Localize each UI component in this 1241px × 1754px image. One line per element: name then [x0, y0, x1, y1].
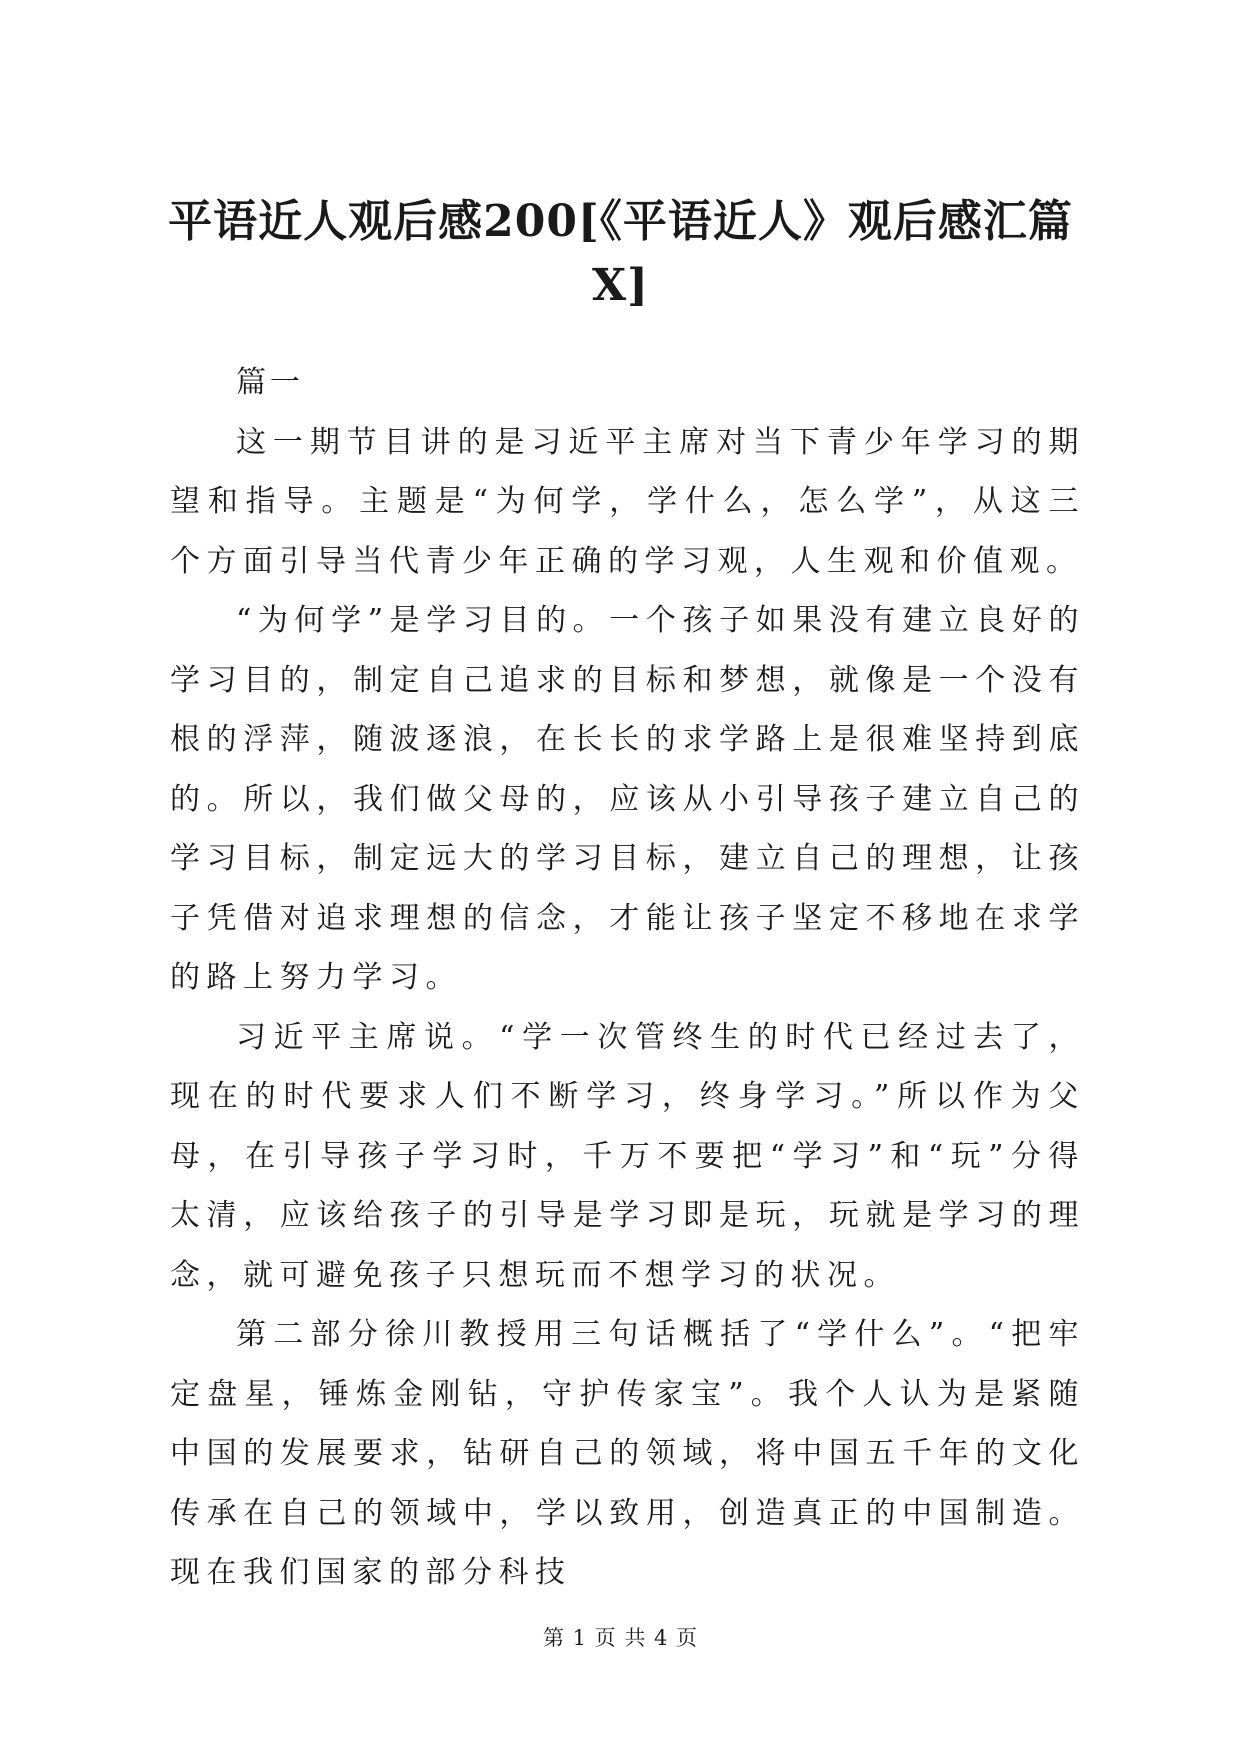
page-footer: 第 1 页 共 4 页 [542, 1626, 699, 1650]
paragraph-4: 第二部分徐川教授用三句话概括了“学什么”。“把牢定盘星，锤炼金刚钻，守护传家宝”。我个人认为是紧随中国的发展要求，钻研自己的领域，将中国五千年的文化传承在自己的领域中，学以致用，创造真正的中国制造。现在我们国家的部分科技 [170, 1317, 1085, 1590]
document-body [170, 353, 1085, 1603]
paragraph-2: “为何学”是学习目的。一个孩子如果没有建立良好的学习目的，制定自己追求的目标和梦想，就像是一个没有根的浮萍，随波逐浪，在长长的求学路上是很难坚持到底的。所以，我们做父母的，应该从小引导孩子建立自己的学习目标，制定远大的学习目标，建立自己的理想，让孩子凭借对追求理想的信念，才能让孩子坚定不移地在求学的路上努力学习。 [170, 603, 1085, 995]
section-label: 篇一 [236, 365, 304, 400]
paragraph-1: 这一期节目讲的是习近平主席对当下青少年学习的期望和指导。主题是“为何学，学什么，怎么学”，从这三个方面引导当代青少年正确的学习观，人生观和价值观。 [170, 424, 1085, 579]
paragraph-3: 习近平主席说。“学一次管终生的时代已经过去了，现在的时代要求人们不断学习，终身学习。”所以作为父母，在引导孩子学习时，千万不要把“学习”和“玩”分得太清，应该给孩子的引导是学习即是玩，玩就是学习的理念，就可避免孩子只想玩而不想学习的状况。 [170, 1019, 1085, 1293]
document-title: 平语近人观后感200[《平语近人》观后感汇篇X] [168, 196, 1073, 311]
